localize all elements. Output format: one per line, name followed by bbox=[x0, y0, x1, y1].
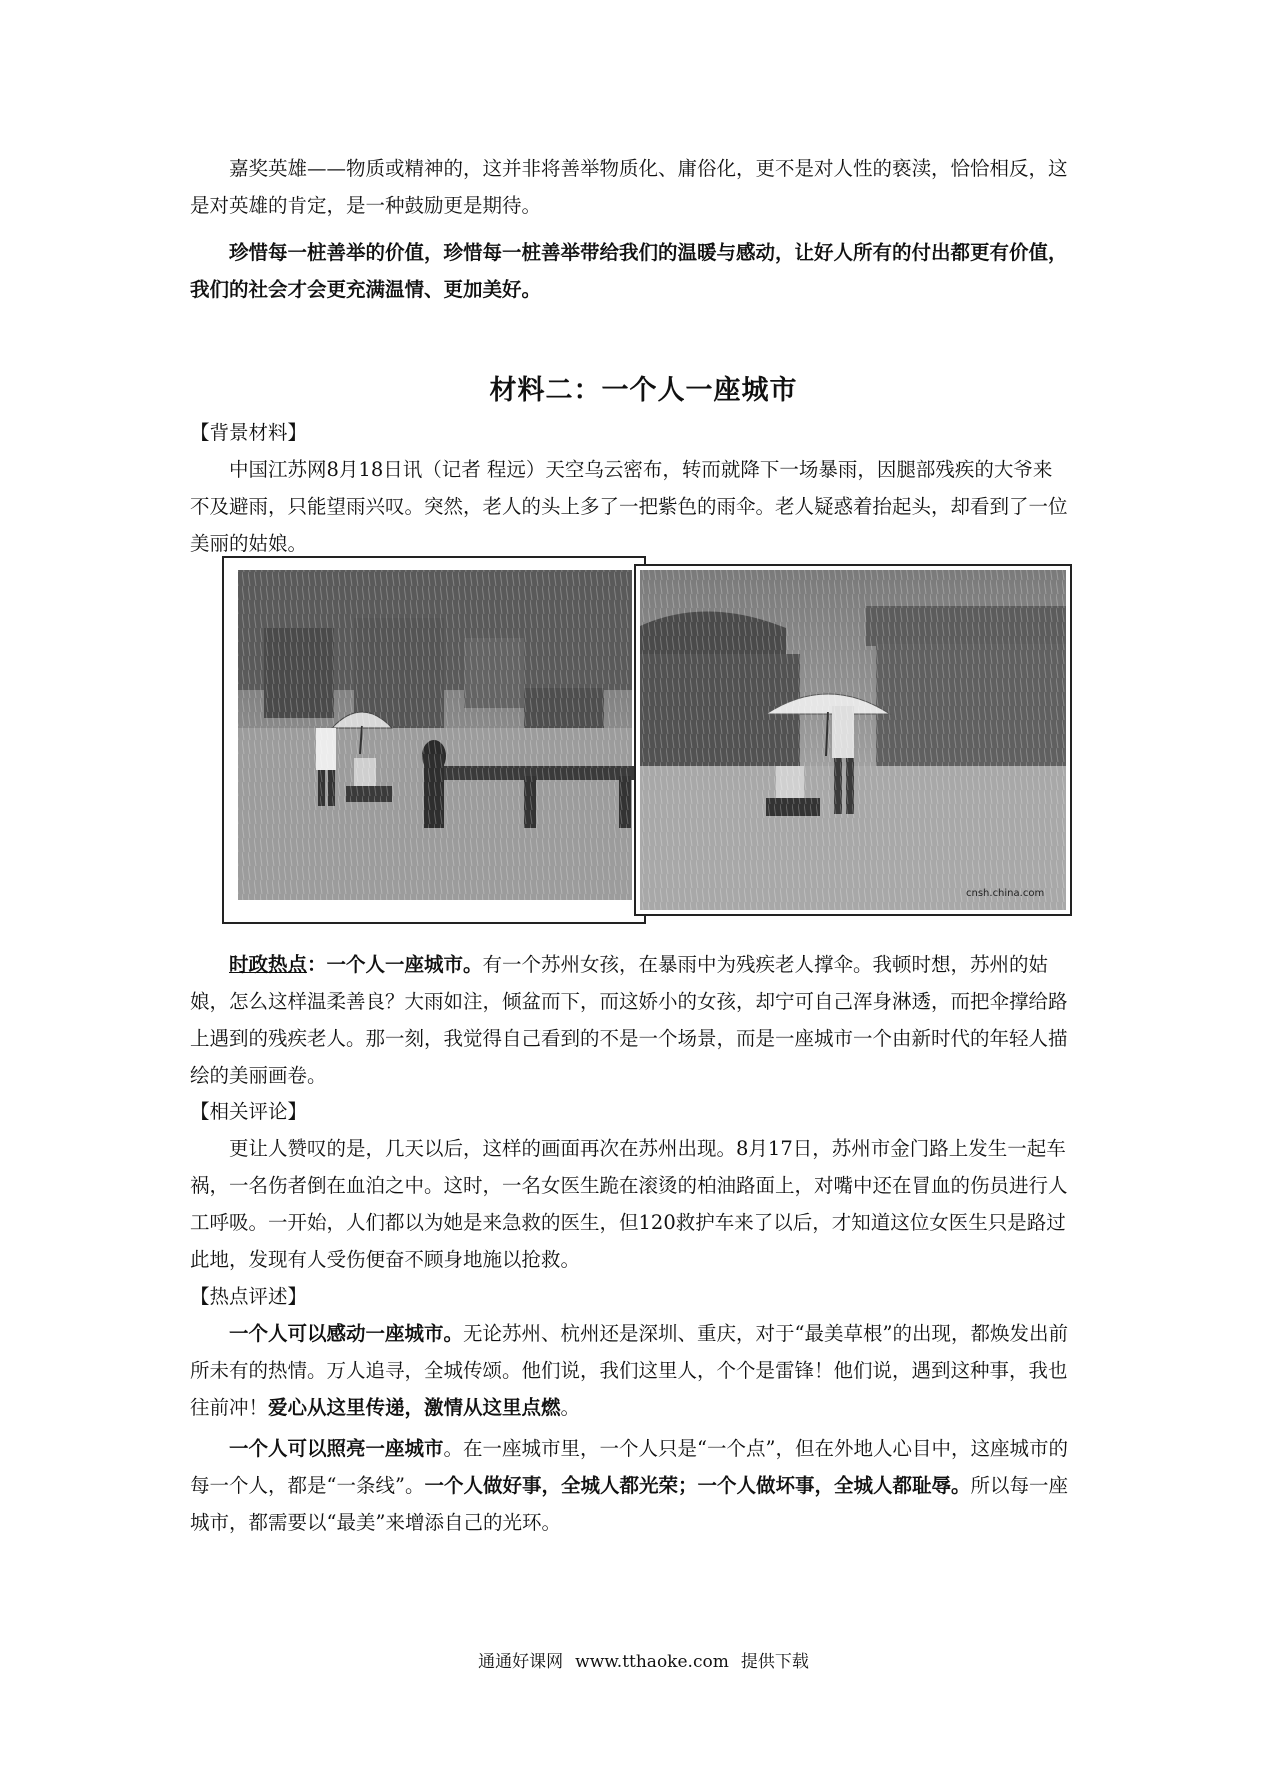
footer-url[interactable]: www.tthaoke.com bbox=[575, 1652, 729, 1672]
top-block bbox=[190, 150, 1070, 308]
hot-block bbox=[190, 946, 1070, 1094]
hotcomment-paragraph-1 bbox=[190, 1315, 1070, 1426]
background-text: 中国江苏网8月18日讯（记者 程远）天空乌云密布，转而就降下一场暴雨，因腿部残疾的大爷来不及避雨，只能望雨兴叹。突然，老人的头上多了一把紫色的雨伞。老人疑惑着抬起头，却看到了一位美丽的姑娘。 bbox=[190, 458, 1068, 555]
related-block bbox=[190, 1093, 1070, 1278]
hot-paragraph bbox=[190, 946, 1070, 1094]
hotcomment-p2-text: 。在一座城市里，一个人只是“一个点”，但在外地人心目中，这座城市的每一个人，都是“一条线”。 bbox=[190, 1437, 1068, 1497]
hotcomment-paragraph-2 bbox=[190, 1430, 1070, 1541]
hotcomment-p2-bold2: 一个人做好事，全城人都光荣；一个人做坏事，全城人都耻辱。 bbox=[424, 1474, 971, 1497]
hotcomment-p1-bold: 一个人可以感动一座城市。 bbox=[229, 1322, 464, 1345]
hotcomment-p2-end: 所以每一座城市，都需要以“最美”来增添自己的光环。 bbox=[190, 1474, 1068, 1534]
hot-bold: 一个人一座城市。 bbox=[326, 953, 483, 976]
footer-site: 通通好课网 bbox=[478, 1652, 564, 1672]
hotcomment-p1-end: 。 bbox=[560, 1396, 581, 1419]
photo-left-image bbox=[224, 558, 644, 922]
top-paragraph-2: 珍惜每一桩善举的价值，珍惜每一桩善举带给我们的温暖与感动，让好人所有的付出都更有价值，我们的社会才会更充满温情、更加美好。 bbox=[190, 241, 1068, 301]
page-footer bbox=[0, 1647, 1287, 1672]
hotcomment-p1-bold2: 爱心从这里传递，激情从这里点燃 bbox=[268, 1396, 561, 1419]
section-title: 材料二：一个人一座城市 bbox=[489, 375, 798, 406]
top-paragraph-1: 嘉奖英雄——物质或精神的，这并非将善举物质化、庸俗化，更不是对人性的亵渎，恰恰相反，这是对英雄的肯定，是一种鼓励更是期待。 bbox=[190, 157, 1068, 217]
photo-right bbox=[634, 564, 1072, 916]
related-text: 更让人赞叹的是，几天以后，这样的画面再次在苏州出现。8月17日，苏州市金门路上发生一起车祸，一名伤者倒在血泊之中。这时，一名女医生跪在滚烫的柏油路面上，对嘴中还在冒血的伤员进行人工呼吸。一开始，人们都以为她是来急救的医生，但120救护车来了以后，才知道这位女医生只是路过此地，发现有人受伤便奋不顾身地施以抢救。 bbox=[190, 1137, 1068, 1271]
background-label: 【背景材料】 bbox=[190, 421, 308, 444]
hot-lead: 时政热点 bbox=[229, 953, 308, 976]
related-label: 【相关评论】 bbox=[190, 1100, 308, 1123]
photo-right-image bbox=[636, 566, 1070, 914]
background-block bbox=[190, 414, 1070, 562]
hotcomment-p2-bold: 一个人可以照亮一座城市 bbox=[229, 1437, 444, 1460]
hotcomment-p1-text: 无论苏州、杭州还是深圳、重庆，对于“最美草根”的出现，都焕发出前所未有的热情。万人追寻，全城传颂。他们说，我们这里人，个个是雷锋！他们说，遇到这种事，我也往前冲！ bbox=[190, 1322, 1068, 1419]
photo-watermark: cnsh.china.com bbox=[966, 888, 1045, 899]
hotcomment-block bbox=[190, 1278, 1070, 1541]
photo-left bbox=[222, 556, 646, 924]
hotcomment-label: 【热点评述】 bbox=[190, 1285, 308, 1308]
hot-text: 有一个苏州女孩，在暴雨中为残疾老人撑伞。我顿时想，苏州的姑娘，怎么这样温柔善良？大雨如注，倾盆而下，而这娇小的女孩，却宁可自己浑身淋透，而把伞撑给路上遇到的残疾老人。那一刻，我觉得自己看到的不是一个场景，而是一座城市一个由新时代的年轻人描绘的美丽画卷。 bbox=[190, 953, 1068, 1087]
hot-colon: ： bbox=[307, 953, 327, 976]
footer-suffix: 提供下载 bbox=[740, 1652, 809, 1672]
photo-group bbox=[222, 556, 1072, 924]
